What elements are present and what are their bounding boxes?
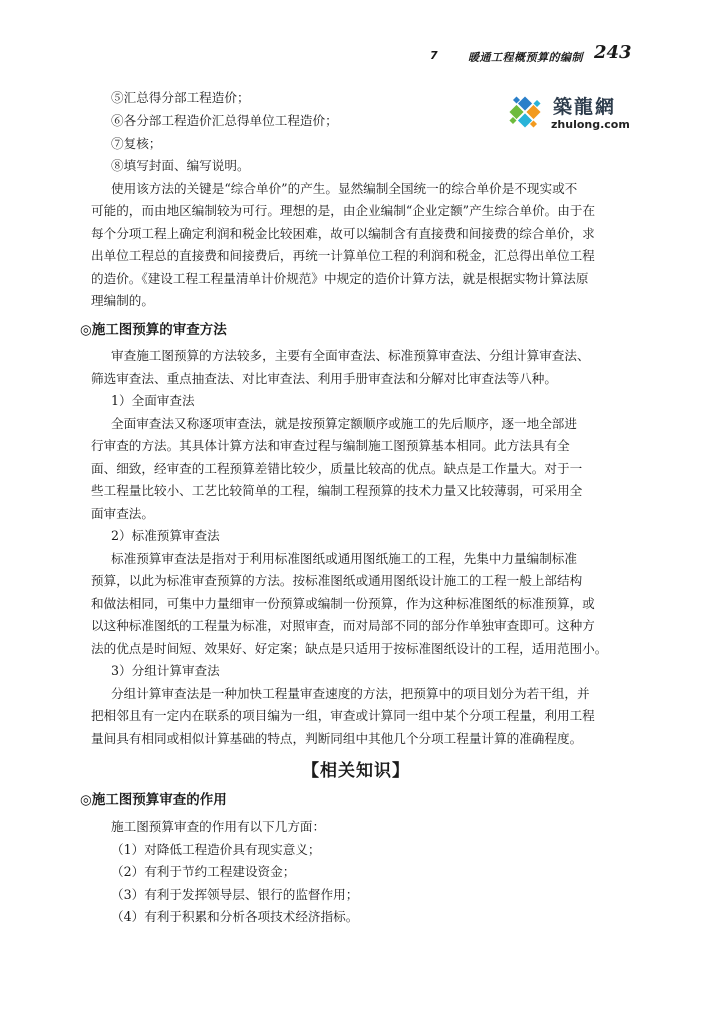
chapter-number: 7 (430, 49, 438, 62)
paragraph-line: 可能的，而由地区编制较为可行。理想的是，由企业编制“企业定额”产生综合单价。由于在 (91, 203, 596, 218)
paragraph-line: 出单位工程总的直接费和间接费后，再统一计算单位工程的利润和税金，汇总得出单位工程 (91, 248, 595, 263)
paragraph-line: 筛选审查法、重点抽查法、对比审查法、利用手册审查法和分解对比审查法等八种。 (91, 371, 557, 386)
paragraph-line: 些工程量比较小、工艺比较简单的工程，编制工程预算的技术力量又比较薄弱，可采用全 (91, 483, 583, 498)
chapter-title: 暖通工程概预算的编制 (468, 51, 583, 64)
page-number: 243 (594, 42, 632, 63)
logo-domain: zhulong.com (551, 118, 630, 131)
list-item: （2）有利于节约工程建设资金； (111, 864, 296, 879)
paragraph-line: 行审查的方法。其具体计算方法和审查过程与编制施工图预算基本相同。此方法具有全 (91, 438, 570, 453)
paragraph-line: 法的优点是时间短、效果好、好定案；缺点是只适用于按标准图纸设计的工程，适用范围小。 (91, 641, 608, 656)
subsection-title: 2）标准预算审查法 (111, 528, 220, 543)
list-item: ⑤汇总得分部工程造价； (111, 90, 250, 105)
list-item: ⑦复核； (111, 136, 162, 151)
paragraph-line: 审查施工图预算的方法较多，主要有全面审查法、标准预算审查法、分组计算审查法、 (111, 348, 590, 363)
paragraph-line: 量间具有相同或相似计算基础的特点，判断同组中其他几个分项工程量计算的准确程度。 (91, 731, 583, 746)
paragraph-line: 使用该方法的关键是“综合单价”的产生。显然编制全国统一的综合单价是不现实或不 (111, 181, 578, 196)
list-item: ⑥各分部工程造价汇总得单位工程造价； (111, 113, 338, 128)
paragraph-line: 标准预算审查法是指对于利用标准图纸或通用图纸施工的工程，先集中力量编制标准 (111, 551, 577, 566)
subsection-title: 1）全面审查法 (111, 393, 195, 408)
list-item: （3）有利于发挥领导层、银行的监督作用； (111, 887, 359, 902)
paragraph-line: 面审查法。 (91, 506, 154, 521)
list-item: （1）对降低工程造价具有现实意义； (111, 842, 321, 857)
section-heading: ◎施工图预算的审查方法 (80, 322, 227, 338)
paragraph-line: 施工图预算审查的作用有以下几方面： (111, 819, 326, 834)
list-item: （4）有利于积累和分析各项技术经济指标。 (111, 909, 359, 924)
section-heading: ◎施工图预算审查的作用 (80, 792, 227, 808)
logo-name: 築龍網 (553, 96, 617, 118)
paragraph-line: 把相邻且有一定内在联系的项目编为一组，审查或计算同一组中某个分项工程量，利用工程 (91, 708, 595, 723)
paragraph-line: 每个分项工程上确定利润和税金比较困难，故可以编制含有直接费和间接费的综合单价，求 (91, 226, 595, 241)
paragraph-line: 预算，以此为标准审查预算的方法。按标准图纸或通用图纸设计施工的工程一般上部结构 (91, 573, 583, 588)
paragraph-line: 的造价。《建设工程工程量清单计价规范》中规定的造价计算方法，就是根据实物计算法原 (91, 271, 589, 286)
subsection-title: 3）分组计算审查法 (111, 663, 220, 678)
paragraph-line: 理编制的。 (91, 293, 154, 308)
running-header (430, 44, 670, 64)
paragraph-line: 以这种标准图纸的工程量为标准，对照审查，而对局部不同的部分作单独审查即可。这种方 (91, 618, 595, 633)
paragraph-line: 和做法相同，可集中力量细审一份预算或编制一份预算，作为这种标准图纸的标准预算，或 (91, 596, 595, 611)
paragraph-line: 面、细致，经审查的工程预算差错比较少，质量比较高的优点。缺点是工作量大。对于一 (91, 461, 583, 476)
paragraph-line: 分组计算审查法是一种加快工程量审查速度的方法，把预算中的项目划分为若干组，并 (111, 686, 590, 701)
list-item: ⑧填写封面、编写说明。 (111, 158, 250, 173)
paragraph-line: 全面审查法又称逐项审查法，就是按预算定额顺序或施工的先后顺序，逐一地全部进 (111, 416, 577, 431)
related-knowledge-title: 【相关知识】 (302, 761, 410, 781)
